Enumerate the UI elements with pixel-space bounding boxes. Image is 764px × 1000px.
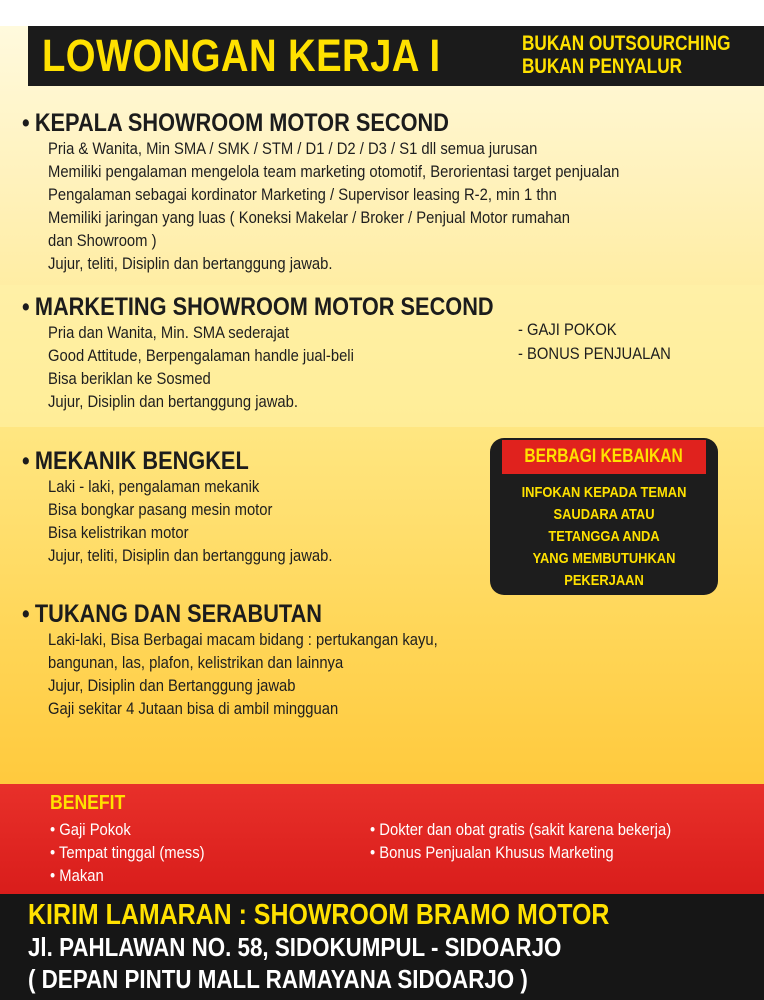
job-title: • KEPALA SHOWROOM MOTOR SECOND bbox=[22, 109, 449, 137]
subtitle-no-outsourcing: BUKAN OUTSOURCHING bbox=[522, 32, 731, 55]
benefit-list-right bbox=[370, 818, 716, 864]
job-requirement: Bisa beriklan ke Sosmed bbox=[48, 369, 211, 388]
application-footer bbox=[0, 894, 764, 1000]
marketing-salary bbox=[518, 318, 671, 366]
job-requirement: Laki - laki, pengalaman mekanik bbox=[48, 477, 260, 496]
address-landmark: ( DEPAN PINTU MALL RAMAYANA SIDOARJO ) bbox=[28, 964, 528, 994]
job-title: • TUKANG DAN SERABUTAN bbox=[22, 600, 323, 628]
benefit-section bbox=[0, 784, 764, 894]
job-requirement: Laki-laki, Bisa Berbagai macam bidang : pertukangan kayu, bbox=[48, 630, 438, 649]
job-requirement: Jujur, teliti, Disiplin dan bertanggung jawab. bbox=[48, 546, 333, 565]
job-requirement: Pengalaman sebagai kordinator Marketing / Supervisor leasing R-2, min 1 thn bbox=[48, 185, 557, 204]
job-requirement: Gaji sekitar 4 Jutaan bisa di ambil mingguan bbox=[48, 699, 339, 718]
bullet-icon: • bbox=[22, 600, 30, 628]
job-requirement: Pria dan Wanita, Min. SMA sederajat bbox=[48, 323, 290, 342]
job-kepala-showroom bbox=[22, 110, 705, 275]
bullet-icon: • bbox=[22, 293, 30, 321]
bullet-icon: • bbox=[22, 109, 30, 137]
job-requirement: Bisa bongkar pasang mesin motor bbox=[48, 500, 273, 519]
job-requirement: Memiliki jaringan yang luas ( Koneksi Makelar / Broker / Penjual Motor rumahan bbox=[48, 208, 570, 227]
address-line: Jl. PAHLAWAN NO. 58, SIDOKUMPUL - SIDOARJO bbox=[28, 932, 562, 962]
benefit-item: • Tempat tinggal (mess) bbox=[50, 843, 205, 862]
job-title: • MARKETING SHOWROOM MOTOR SECOND bbox=[22, 293, 494, 321]
job-requirement: Jujur, Disiplin dan Bertanggung jawab bbox=[48, 676, 296, 695]
benefit-item: • Bonus Penjualan Khusus Marketing bbox=[370, 843, 614, 862]
benefit-title: BENEFIT bbox=[50, 792, 126, 814]
send-application-heading: KIRIM LAMARAN : SHOWROOM BRAMO MOTOR bbox=[28, 899, 610, 931]
header-subtitle bbox=[522, 32, 731, 78]
benefit-item: • Dokter dan obat gratis (sakit karena bekerja) bbox=[370, 820, 672, 839]
benefit-item: • Makan bbox=[50, 866, 104, 885]
top-margin bbox=[0, 0, 764, 26]
subtitle-no-agency: BUKAN PENYALUR bbox=[522, 55, 683, 78]
job-requirement: dan Showroom ) bbox=[48, 231, 157, 250]
header-bar bbox=[28, 26, 764, 86]
job-requirement: Jujur, teliti, Disiplin dan bertanggung jawab. bbox=[48, 254, 333, 273]
share-kindness-message: INFOKAN KEPADA TEMAN SAUDARA ATAU TETANGGA ANDA YANG MEMBUTUHKAN PEKERJAAN bbox=[521, 484, 687, 589]
benefit-list-left bbox=[50, 818, 228, 887]
job-requirement: Memiliki pengalaman mengelola team marketing otomotif, Berorientasi target penjualan bbox=[48, 162, 620, 181]
benefit-item: • Gaji Pokok bbox=[50, 820, 131, 839]
job-requirement: Jujur, Disiplin dan bertanggung jawab. bbox=[48, 392, 298, 411]
job-mekanik-bengkel bbox=[22, 448, 375, 567]
job-title: • MEKANIK BENGKEL bbox=[22, 447, 249, 475]
job-tukang-serabutan bbox=[22, 601, 496, 720]
job-requirement: Pria & Wanita, Min SMA / SMK / STM / D1 / D2 / D3 / S1 dll semua jurusan bbox=[48, 139, 538, 158]
poster-title: LOWONGAN KERJA I bbox=[42, 30, 441, 81]
job-requirement: bangunan, las, plafon, kelistrikan dan lainnya bbox=[48, 653, 344, 672]
job-requirement: Bisa kelistrikan motor bbox=[48, 523, 189, 542]
job-requirement: Good Attitude, Berpengalaman handle jual-beli bbox=[48, 346, 354, 365]
share-kindness-badge: BERBAGI KEBAIKAN bbox=[502, 440, 706, 474]
salary-item: - GAJI POKOK bbox=[518, 320, 617, 339]
share-kindness-box bbox=[490, 438, 718, 595]
salary-item: - BONUS PENJUALAN bbox=[518, 344, 671, 363]
bullet-icon: • bbox=[22, 447, 30, 475]
job-marketing-showroom bbox=[22, 294, 564, 413]
